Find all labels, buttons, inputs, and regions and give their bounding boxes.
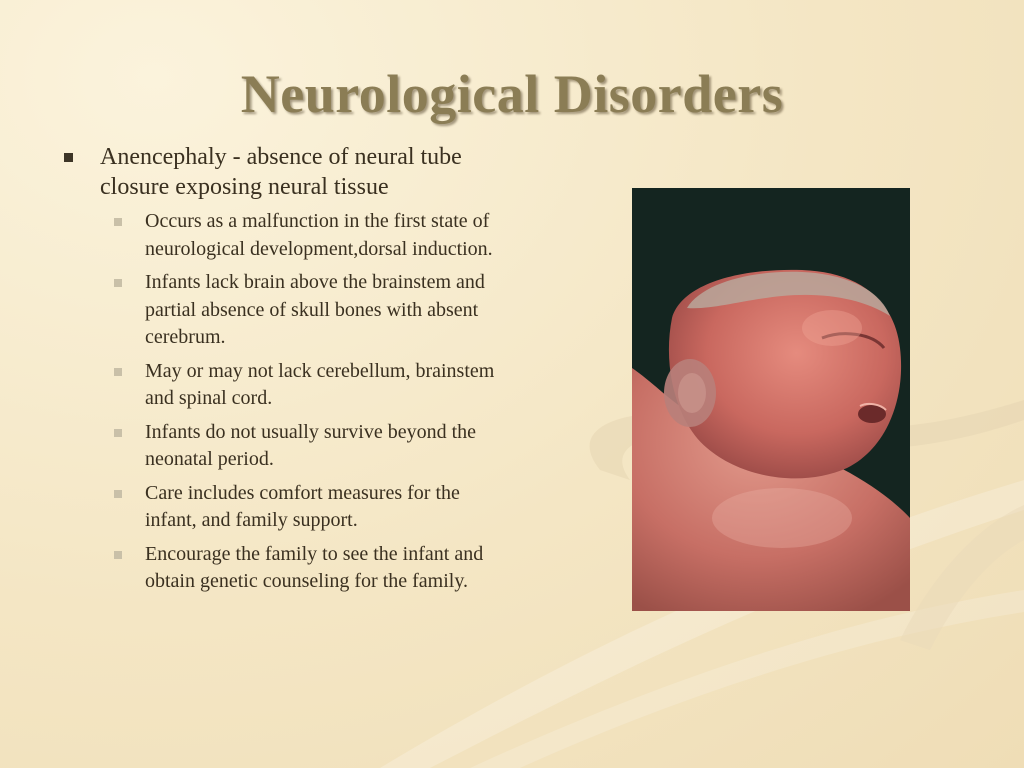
sub-bullet-text: Encourage the family to see the infant and obtain genetic counseling for the family. <box>145 542 484 592</box>
sub-bullet-item <box>62 419 502 474</box>
sub-bullet-text: May or may not lack cerebellum, brainstem and spinal cord. <box>145 359 495 409</box>
square-bullet-icon <box>114 368 122 376</box>
clinical-photo <box>632 188 910 611</box>
sub-bullet-item <box>62 269 502 352</box>
main-bullet <box>62 142 502 202</box>
sub-bullet-item <box>62 480 502 535</box>
sub-bullet-text: Care includes comfort measures for the infant, and family support. <box>145 481 460 531</box>
square-bullet-icon <box>64 153 73 162</box>
bullet-content <box>62 142 502 602</box>
sub-bullet-text: Occurs as a malfunction in the first state of neurological development,dorsal induction. <box>145 210 493 260</box>
sub-bullet-text: Infants do not usually survive beyond the neonatal period. <box>145 420 477 470</box>
infant-photo-illustration <box>632 188 910 611</box>
sub-bullet-item <box>62 208 502 263</box>
main-bullet-text: Anencephaly - absence of neural tube closure exposing neural tissue <box>100 144 462 200</box>
square-bullet-icon <box>114 279 122 287</box>
sub-bullet-item <box>62 358 502 413</box>
sub-bullet-text: Infants lack brain above the brainstem and partial absence of skull bones with absent cerebrum. <box>145 271 485 348</box>
square-bullet-icon <box>114 551 122 559</box>
slide-title: Neurological Disorders <box>240 64 784 124</box>
square-bullet-icon <box>114 218 122 226</box>
square-bullet-icon <box>114 429 122 437</box>
sub-bullet-item <box>62 541 502 596</box>
sub-bullet-list <box>62 208 502 596</box>
square-bullet-icon <box>114 490 122 498</box>
